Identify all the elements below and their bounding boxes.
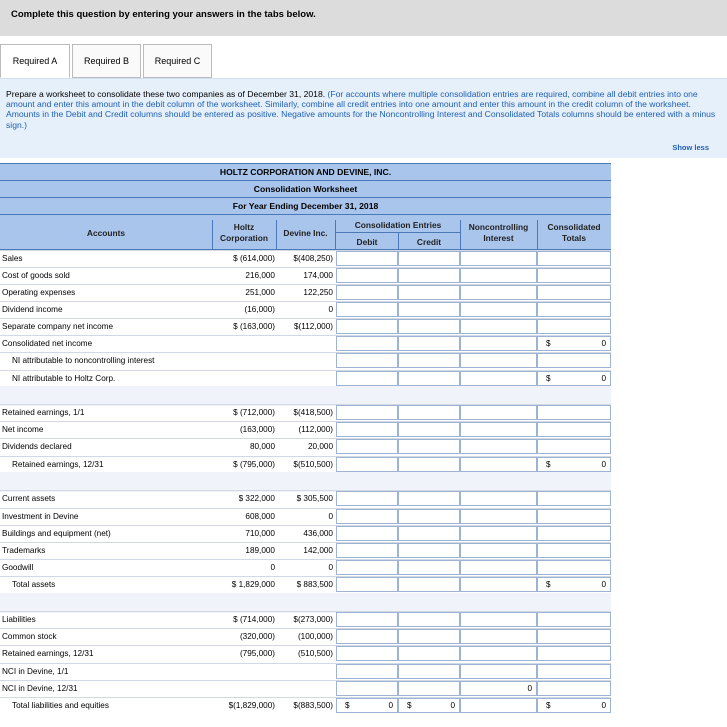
question-header: [0, 0, 727, 36]
holtz-value: $ (163,000): [233, 322, 275, 331]
col-nci: Noncontrolling Interest: [468, 222, 529, 243]
row-label: Consolidated net income: [2, 339, 93, 348]
section-spacer: [0, 472, 611, 492]
devine-value: 142,000: [303, 546, 333, 555]
devine-value: 174,000: [303, 271, 333, 280]
debit-currency: $: [345, 701, 350, 710]
totals-input[interactable]: [537, 457, 611, 472]
totals-input[interactable]: [537, 336, 611, 351]
tab-required-a[interactable]: Required A: [0, 44, 70, 78]
credit-input[interactable]: [398, 422, 460, 437]
totals-input[interactable]: [537, 698, 611, 713]
worksheet-subtitle: Consolidation Worksheet: [0, 180, 611, 197]
totals-input[interactable]: [537, 405, 611, 420]
debit-input[interactable]: [336, 560, 398, 575]
row-label: Retained earnings, 1/1: [2, 408, 85, 417]
totals-value: 0: [601, 460, 606, 469]
totals-input[interactable]: [537, 302, 611, 317]
nci-input[interactable]: [460, 681, 537, 696]
credit-input[interactable]: [398, 336, 460, 351]
row-label: Dividends declared: [2, 442, 72, 451]
row-label: Trademarks: [2, 546, 46, 555]
devine-value: $ 305,500: [296, 494, 333, 503]
row-label: Buildings and equipment (net): [2, 529, 111, 538]
debit-input[interactable]: [336, 526, 398, 541]
debit-input[interactable]: [336, 302, 398, 317]
col-holtz: Holtz Corporation: [220, 222, 268, 243]
totals-currency: $: [546, 339, 551, 348]
totals-input[interactable]: [537, 646, 611, 661]
totals-input[interactable]: [537, 612, 611, 627]
row-label: Retained earnings, 12/31: [2, 649, 94, 658]
devine-value: 0: [328, 305, 333, 314]
row-label: Total assets: [12, 580, 56, 589]
holtz-value: $(1,829,000): [228, 701, 275, 710]
devine-value: $(112,000): [294, 322, 333, 331]
credit-input[interactable]: [398, 629, 460, 644]
nci-value: 0: [527, 684, 532, 693]
credit-input[interactable]: [398, 285, 460, 300]
nci-input[interactable]: [460, 285, 537, 300]
col-devine: Devine Inc.: [283, 228, 328, 238]
credit-input[interactable]: [398, 319, 460, 334]
holtz-value: (16,000): [244, 305, 275, 314]
nci-input[interactable]: [460, 371, 537, 386]
row-label: NCI in Devine, 12/31: [2, 684, 78, 693]
totals-input[interactable]: [537, 543, 611, 558]
nci-input[interactable]: [460, 664, 537, 679]
row-label: Sales: [2, 254, 23, 263]
totals-value: 0: [601, 701, 606, 710]
totals-input[interactable]: [537, 509, 611, 524]
credit-input[interactable]: [398, 526, 460, 541]
totals-currency: $: [546, 460, 551, 469]
holtz-value: (795,000): [239, 649, 275, 658]
holtz-value: $ (714,000): [233, 615, 275, 624]
totals-input[interactable]: [537, 439, 611, 454]
devine-value: $(273,000): [293, 615, 333, 624]
nci-input[interactable]: [460, 577, 537, 592]
nci-input[interactable]: [460, 526, 537, 541]
credit-input[interactable]: [398, 491, 460, 506]
totals-currency: $: [546, 580, 551, 589]
debit-input[interactable]: [336, 371, 398, 386]
devine-value: $ 883,500: [296, 580, 333, 589]
credit-input[interactable]: [398, 543, 460, 558]
debit-input[interactable]: [336, 681, 398, 696]
nci-input[interactable]: [460, 491, 537, 506]
totals-input[interactable]: [537, 526, 611, 541]
totals-input[interactable]: [537, 268, 611, 283]
row-label: Operating expenses: [2, 288, 76, 297]
nci-input[interactable]: [460, 422, 537, 437]
row-label: NI attributable to Holtz Corp.: [12, 374, 116, 383]
col-consolidated-totals: Consolidated Totals: [547, 222, 601, 243]
debit-input[interactable]: [336, 285, 398, 300]
row-label: Liabilities: [2, 615, 36, 624]
debit-input[interactable]: [336, 491, 398, 506]
holtz-value: 608,000: [245, 512, 275, 521]
holtz-value: $ 1,829,000: [231, 580, 275, 589]
totals-input[interactable]: [537, 422, 611, 437]
nci-input[interactable]: [460, 629, 537, 644]
holtz-value: 251,000: [245, 288, 275, 297]
row-label: Retained earnings, 12/31: [12, 460, 104, 469]
totals-value: 0: [601, 374, 606, 383]
devine-value: 20,000: [307, 442, 333, 451]
devine-value: $(418,500): [293, 408, 333, 417]
nci-input[interactable]: [460, 439, 537, 454]
col-debit: Debit: [356, 237, 378, 247]
debit-input[interactable]: [336, 457, 398, 472]
show-less-link[interactable]: Show less: [672, 143, 709, 152]
credit-input[interactable]: [398, 612, 460, 627]
col-consolidation-entries: Consolidation Entries: [354, 220, 442, 230]
debit-input[interactable]: [336, 251, 398, 266]
debit-input[interactable]: [336, 646, 398, 661]
credit-input[interactable]: [398, 302, 460, 317]
holtz-value: 216,000: [245, 271, 275, 280]
credit-input[interactable]: [398, 560, 460, 575]
holtz-value: 80,000: [249, 442, 275, 451]
credit-input[interactable]: [398, 664, 460, 679]
credit-input[interactable]: [398, 646, 460, 661]
debit-input[interactable]: [336, 664, 398, 679]
totals-input[interactable]: [537, 251, 611, 266]
credit-input[interactable]: [398, 698, 460, 713]
debit-value: 0: [388, 701, 393, 710]
holtz-value: (163,000): [239, 425, 275, 434]
tab-bar: [0, 44, 727, 78]
debit-input[interactable]: [336, 268, 398, 283]
nci-input[interactable]: [460, 268, 537, 283]
totals-input[interactable]: [537, 285, 611, 300]
instructions-text: Prepare a worksheet to consolidate these two companies as of December 31, 2018. (For accounts where multiple consolidation entries are required, combine all debit entries into one amount and enter this amount in the debit column of the worksheet. Similarly, combine all credit entries into one amount and enter this amount in the credit column of the worksheet. Amounts in the Debit and Credit columns should be entered as positive. Negative amounts for the Noncontrolling Interest and Consolidated Totals columns should be entered with a minus sign.): [6, 89, 716, 130]
row-label: Net income: [2, 425, 44, 434]
totals-value: 0: [601, 580, 606, 589]
totals-input[interactable]: [537, 664, 611, 679]
debit-input[interactable]: [336, 612, 398, 627]
nci-input[interactable]: [460, 543, 537, 558]
worksheet-period: For Year Ending December 31, 2018: [0, 197, 611, 214]
debit-input[interactable]: [336, 353, 398, 368]
nci-input[interactable]: [460, 509, 537, 524]
devine-value: $(883,500): [293, 701, 333, 710]
devine-value: 122,250: [303, 288, 333, 297]
credit-value: 0: [450, 701, 455, 710]
debit-input[interactable]: [336, 577, 398, 592]
credit-currency: $: [407, 701, 412, 710]
nci-input[interactable]: [460, 612, 537, 627]
totals-input[interactable]: [537, 353, 611, 368]
credit-input[interactable]: [398, 251, 460, 266]
nci-input[interactable]: [460, 302, 537, 317]
nci-input[interactable]: [460, 457, 537, 472]
debit-input[interactable]: [336, 439, 398, 454]
credit-input[interactable]: [398, 577, 460, 592]
holtz-value: (320,000): [239, 632, 275, 641]
section-spacer: [0, 593, 611, 613]
credit-input[interactable]: [398, 457, 460, 472]
devine-value: 436,000: [303, 529, 333, 538]
tab-required-c[interactable]: Required C: [143, 44, 212, 78]
devine-value: (510,500): [297, 649, 333, 658]
row-label: Current assets: [2, 494, 56, 503]
row-label: NCI in Devine, 1/1: [2, 667, 69, 676]
credit-input[interactable]: [398, 353, 460, 368]
debit-input[interactable]: [336, 336, 398, 351]
col-accounts: Accounts: [86, 228, 126, 238]
debit-input[interactable]: [336, 319, 398, 334]
totals-input[interactable]: [537, 577, 611, 592]
section-spacer: [0, 386, 611, 406]
debit-input[interactable]: [336, 629, 398, 644]
holtz-value: 710,000: [245, 529, 275, 538]
nci-input[interactable]: [460, 251, 537, 266]
tab-required-b[interactable]: Required B: [72, 44, 141, 78]
row-label: Cost of goods sold: [2, 271, 70, 280]
question-title: Complete this question by entering your answers in the tabs below.: [11, 9, 316, 20]
col-credit: Credit: [416, 237, 442, 247]
debit-input[interactable]: [336, 422, 398, 437]
nci-input[interactable]: [460, 336, 537, 351]
row-label: Separate company net income: [2, 322, 114, 331]
totals-currency: $: [546, 701, 551, 710]
totals-value: 0: [601, 339, 606, 348]
devine-value: $(510,500): [293, 460, 333, 469]
nci-input[interactable]: [460, 319, 537, 334]
debit-input[interactable]: [336, 509, 398, 524]
credit-input[interactable]: [398, 405, 460, 420]
totals-input[interactable]: [537, 629, 611, 644]
devine-value: (100,000): [297, 632, 333, 641]
debit-input[interactable]: [336, 543, 398, 558]
row-label: Investment in Devine: [2, 512, 79, 521]
totals-input[interactable]: [537, 560, 611, 575]
row-label: Dividend income: [2, 305, 63, 314]
holtz-value: 0: [270, 563, 275, 572]
nci-input[interactable]: [460, 353, 537, 368]
holtz-value: 189,000: [245, 546, 275, 555]
holtz-value: $ (795,000): [233, 460, 275, 469]
totals-input[interactable]: [537, 371, 611, 386]
credit-input[interactable]: [398, 509, 460, 524]
holtz-value: $ (614,000): [233, 254, 275, 263]
company-title: HOLTZ CORPORATION AND DEVINE, INC.: [0, 163, 611, 180]
instructions-note: (For accounts where multiple consolidation entries are required, combine all debit entries into one amount and enter this amount in the debit column of the worksheet. Similarly, combine all credit entries into one amount and enter this amount in the credit column of the worksheet. Amounts in the Debit and Credit columns should be entered as positive. Negative amounts for the Noncontrolling Interest and Consolidated Totals columns should be entered with a minus sign.): [6, 89, 716, 130]
credit-input[interactable]: [398, 439, 460, 454]
row-label: Goodwill: [2, 563, 34, 572]
totals-currency: $: [546, 374, 551, 383]
totals-input[interactable]: [537, 681, 611, 696]
instructions-panel: [0, 78, 727, 158]
nci-input[interactable]: [460, 698, 537, 713]
devine-value: (112,000): [298, 425, 333, 434]
totals-input[interactable]: [537, 319, 611, 334]
holtz-value: $ 322,000: [238, 494, 275, 503]
row-label: Common stock: [2, 632, 57, 641]
credit-input[interactable]: [398, 681, 460, 696]
devine-value: 0: [328, 512, 333, 521]
debit-input[interactable]: [336, 405, 398, 420]
nci-input[interactable]: [460, 646, 537, 661]
nci-input[interactable]: [460, 560, 537, 575]
credit-input[interactable]: [398, 268, 460, 283]
row-label: Total liabilities and equities: [12, 701, 109, 710]
row-label: NI attributable to noncontrolling interest: [12, 356, 155, 365]
devine-value: 0: [328, 563, 333, 572]
holtz-value: $ (712,000): [233, 408, 275, 417]
nci-input[interactable]: [460, 405, 537, 420]
totals-input[interactable]: [537, 491, 611, 506]
debit-input[interactable]: [336, 698, 398, 713]
devine-value: $(408,250): [293, 254, 333, 263]
credit-input[interactable]: [398, 371, 460, 386]
